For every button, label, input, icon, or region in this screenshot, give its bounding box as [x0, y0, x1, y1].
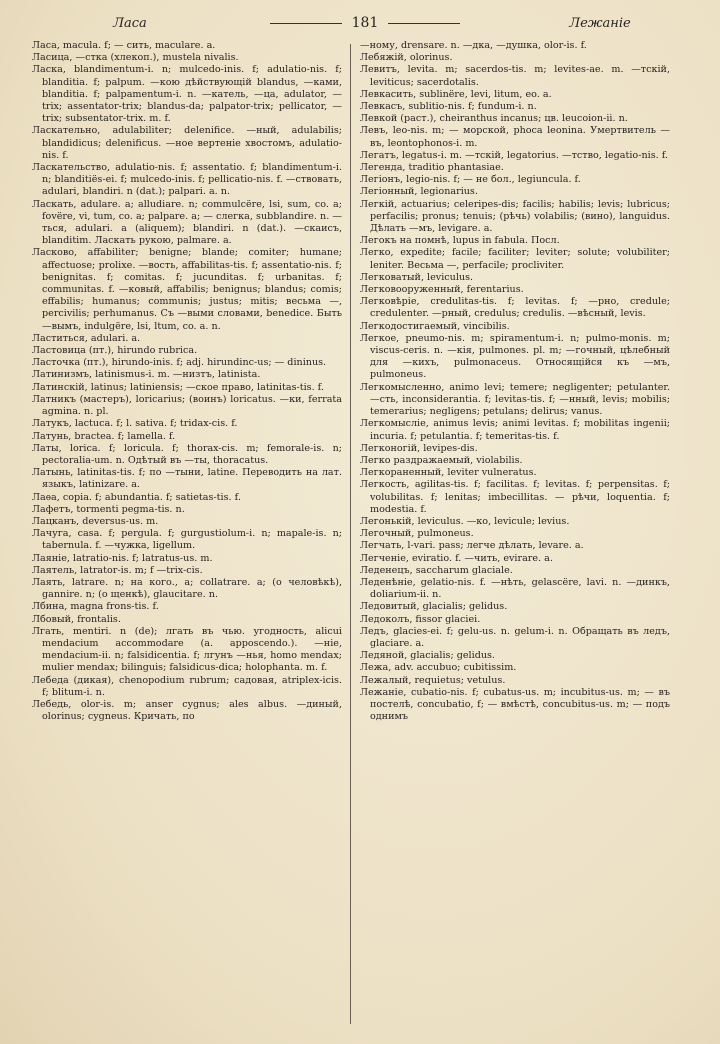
dictionary-entry: Левкой (раст.), cheiranthus incanus; цв. leucoion-ii. n. — [360, 113, 628, 125]
dictionary-entry: Левкасить, sublinëre, levi, litum, eo. a. — [360, 88, 552, 100]
dictionary-entry: Латынь, latinitas-tis. f; по —тыни, latine. Переводить на лат. языкъ, latinizare. a. — [32, 467, 342, 491]
dictionary-entry: Лачуга, casa. f; pergula. f; gurgustiolum-i. n; mapale-is. n; tabernula. f. —чужка, ligellum. — [32, 528, 342, 552]
dictionary-entry: Латинизмъ, latinismus-i. m. —низтъ, latinista. — [32, 369, 261, 381]
dictionary-entry: Латукъ, lactuca. f; l. sativa. f; tridax-cis. f. — [32, 418, 238, 430]
dictionary-entry: Лебедь, olor-is. m; anser cygnus; ales albus. —диный, olorinus; cygneus. Кричать, по — [32, 698, 342, 723]
dictionary-entry: Легкій, actuarius; celeripes-dis; facilis; habilis; levis; lubricus; perfacilis; pronus; tenuis; (рѣчь) volabilis; (вино), languidus. Дѣлать —мъ, levigare. a. — [360, 198, 670, 235]
dictionary-entry: Ласкательно, adulabiliter; delenifice. —ный, adulabilis; blandidicus; delenificus. —ное вертеніе хвостомъ, adulatio-nis. f. — [32, 125, 342, 161]
dictionary-entry: Ледяной, glacialis; gelidus. — [360, 650, 495, 662]
right-running-head: Лежаніе — [569, 15, 631, 31]
page-number: 181 — [351, 15, 379, 31]
dictionary-entry: Ледоколъ, fissor glaciei. — [360, 613, 481, 625]
column-divider — [350, 44, 351, 1024]
right-column — [360, 40, 670, 723]
dictionary-entry: Лежаніе, cubatio-nis. f; cubatus-us. m; incubitus-us. m; — въ постелѣ, concubatio, f; — вмѣстѣ, concubitus-us. m; — подъ однимъ — [360, 686, 670, 723]
dictionary-entry: Латы, lorica. f; loricula. f; thorax-cis. m; femorale-is. n; pectoralia-um. n. Одѣтый въ —ты, thoracatus. — [32, 442, 342, 466]
dictionary-entry: Легенда, traditio phantasiae. — [360, 162, 504, 174]
dictionary-entry: Легочный, pulmoneus. — [360, 528, 474, 540]
dictionary-entry: Ледовитый, glacialis; gelidus. — [360, 601, 508, 613]
dictionary-entry: Легіонъ, legio-nis. f; — не бол., legiuncula. f. — [360, 174, 581, 186]
dictionary-entry: Легко, expedite; facile; faciliter; leviter; solute; volubiliter; leniter. Весьма —, perfacile; procliviter. — [360, 247, 670, 271]
dictionary-entry: Легковѣріе, credulitas-tis. f; levitas. f; —рно, credule; credulenter. —рный, credulus; credulis. —вѣсный, levis. — [360, 296, 670, 320]
dictionary-entry: Лгать, mentiri. n (de); лгать въ чью. угодность, alicui mendacium accommodare (a. apposcendo.). —ніе, mendacium-ii. n; falsidicentia. f; лгунъ —нья, homo mendax; mulier mendax; bilinguis; falsidicus-dica; holophanta. m. f. — [32, 625, 342, 674]
dictionary-entry: Ледъ, glacies-ei. f; gelu-us. n. gelum-i. n. Обращать въ ледъ, glaciare. a. — [360, 625, 670, 649]
dictionary-entry: —ному, drensare. n. —дка, —душка, olor-is. f. — [360, 40, 587, 51]
dictionary-entry: Лаяніе, latratio-nis. f; latratus-us. m. — [32, 552, 213, 564]
dictionary-entry: Ласка, blandimentum-i. n; mulcedo-inis. f; adulatio-nis. f; blanditia. f; palpum. —кою дѣйствующій blandus, —ками, blanditia. f; palpamentum-i. n. —катель, —ца, adulator, —trix; assentator-trix; blandus-da; palpator-trix; pellicator, —trix; subsentator-trix. m. f. — [32, 64, 342, 125]
dictionary-entry: Лаѳа, copia. f; abundantia. f; satietas-tis. f. — [32, 491, 241, 503]
page-header — [30, 10, 700, 36]
dictionary-entry: Ласа, macula. f; — сить, maculare. a. — [32, 40, 216, 51]
dictionary-entry: Левитъ, levita. m; sacerdos-tis. m; levites-ae. m. —тскій, leviticus; sacerdotalis. — [360, 64, 670, 88]
dictionary-entry: Легкомысленно, animo levi; temere; negligenter; petulanter. —сть, inconsiderantia. f; levitas-tis. f; —нный, levis; mobilis; temerarius; negligens; petulans; delirus; vanus. — [360, 381, 670, 418]
dictionary-entry: Лафетъ, tormenti pegma-tis. n. — [32, 503, 185, 515]
dictionary-entry: Ласточка (пт.), hirundo-inis. f; adj. hirundinc-us; — dininus. — [32, 357, 327, 369]
left-running-head: Ласа — [113, 15, 147, 31]
dictionary-entry: Ластовица (пт.), hirundo rubrica. — [32, 345, 198, 357]
dictionary-entry: Легковатый, leviculus. — [360, 271, 474, 283]
dictionary-entry: Лежа, adv. accubuo; cubitissim. — [360, 662, 517, 674]
dictionary-entry: Левкасъ, sublitio-nis. f; fundum-i. n. — [360, 101, 537, 113]
dictionary-entry: Лебяжій, olorinus. — [360, 52, 453, 64]
dictionary-entry: Легонькій, leviculus. —ко, levicule; levius. — [360, 515, 570, 527]
dictionary-entry: Легкораненный, leviter vulneratus. — [360, 467, 537, 479]
dictionary-entry: Легкое, pneumo-nis. m; spiramentum-i. n; pulmo-monis. m; viscus-ceris. n. —кія, pulmones. pl. m; —гочный, цѣлебный для —кихъ, pulmonaceus. Относящійся къ —мъ, pulmoneus. — [360, 332, 670, 381]
dictionary-entry: Ласкать, adulare. a; alludiare. n; commulcëre, lsi, sum, co. a; fovëre, vi, tum, co. a; palpare. a; — слегка, subblandire. n. —ться, adulari. a (aliquem); blandiri. n (dat.). —скаисъ, blanditim. Ласкать рукою, palmare. a. — [32, 198, 342, 247]
dictionary-entry: Легокъ на помнѣ, lupus in fabula. Посл. — [360, 235, 560, 247]
dictionary-entry: Леденѣніе, gelatio-nis. f. —нѣть, gelascëre, lavi. n. —динкъ, doliarium-ii. n. — [360, 576, 670, 601]
dictionary-entry: Легчать, l-vari. pass; легче дѣлать, levare. a. — [360, 540, 584, 552]
dictionary-entry: Ласково, affabiliter; benigne; blande; comiter; humane; affectuose; prolixe. —вость, affabilitas-tis. f; assentatio-nis. f; benignitas. f; comitas. f; jucunditas. f; urbanitas. f; communitas. f. —ковый, affabilis; benignus; blandus; comis; effabilis; humanus; communis; justus; mitis; весьма —, percivilis; perhumanus. Съ —выми словами, benedice. Быть —вымъ, indulgëre, lsi, ltum, co. a. n. — [32, 247, 342, 332]
dictionary-entry: Леденецъ, saccharum glaciale. — [360, 564, 513, 576]
dictionary-entry: Легатъ, legatus-i. m. —тскій, legatorius. —тство, legatio-nis. f. — [360, 149, 668, 161]
dictionary-entry: Латникъ (мастеръ), loricarius; (воинъ) loricatus. —ки, ferrata agmina. n. pl. — [32, 393, 342, 418]
dictionary-entry: Легіонный, legionarius. — [360, 186, 478, 198]
dictionary-entry: Лебеда (дикая), chenopodium rubrum; садовая, atriplex-icis. f; blitum-i. n. — [32, 674, 342, 698]
dictionary-entry: Ласица, —стка (хлекоп.), mustela nivalis. — [32, 52, 239, 64]
dictionary-entry: Легкодостигаемый, vincibilis. — [360, 320, 510, 332]
dictionary-entry: Лбовый, frontalis. — [32, 613, 121, 625]
dictionary-entry: Легко раздражаемый, violabilis. — [360, 454, 523, 466]
dictionary-entry: Ласкательство, adulatio-nis. f; assentatio. f; blandimentum-i. n; blanditiës-ei. f; mulcedo-inis. f; pellicatio-nis. f. —ствовать, adulari, blandiri. n (dat.); palpari. a. n. — [32, 162, 342, 198]
dictionary-entry: Лацканъ, deversus-us. m. — [32, 515, 159, 527]
dictionary-entry: Лаять, latrare. n; на кого., a; collatrare. a; (о человѣкѣ), gannire. n; (о щенкѣ), glaucitare. n. — [32, 576, 342, 601]
dictionary-entry: Легконогій, levipes-dis. — [360, 442, 478, 454]
header-rule-right — [388, 23, 460, 24]
dictionary-entry: Лежалый, requietus; vetulus. — [360, 674, 506, 686]
dictionary-entry: Лаятель, latrator-is. m; f —trix-cis. — [32, 564, 203, 576]
dictionary-entry: Легченіе, eviratio. f. —чить, evirare. a. — [360, 552, 553, 564]
left-column — [32, 40, 342, 723]
dictionary-entry: Лбина, magna frons-tis. f. — [32, 601, 159, 613]
dictionary-entry: Латинскій, latinus; latiniensis; —ское право, latinitas-tis. f. — [32, 381, 324, 393]
page-number-group — [270, 15, 461, 31]
header-rule-left — [270, 23, 342, 24]
dictionary-entry: Латунь, bractea. f; lamella. f. — [32, 430, 176, 442]
dictionary-entry: Легковооруженный, ferentarius. — [360, 284, 524, 296]
dictionary-entry: Левъ, leo-nis. m; — морской, phoca leonina. Умертвитель —въ, leontophonos-i. m. — [360, 125, 670, 149]
dictionary-entry: Легкомысліе, animus levis; animi levitas. f; mobilitas ingenii; incuria. f; petulantia. f; temeritas-tis. f. — [360, 418, 670, 442]
dictionary-entry: Легкость, agilitas-tis. f; facilitas. f; levitas. f; perpensitas. f; volubilitas. f; lenitas; imbecillitas. — рѣчи, loquentia. f; modestia. f. — [360, 479, 670, 515]
dictionary-entry: Ластиться, adulari. a. — [32, 332, 141, 344]
